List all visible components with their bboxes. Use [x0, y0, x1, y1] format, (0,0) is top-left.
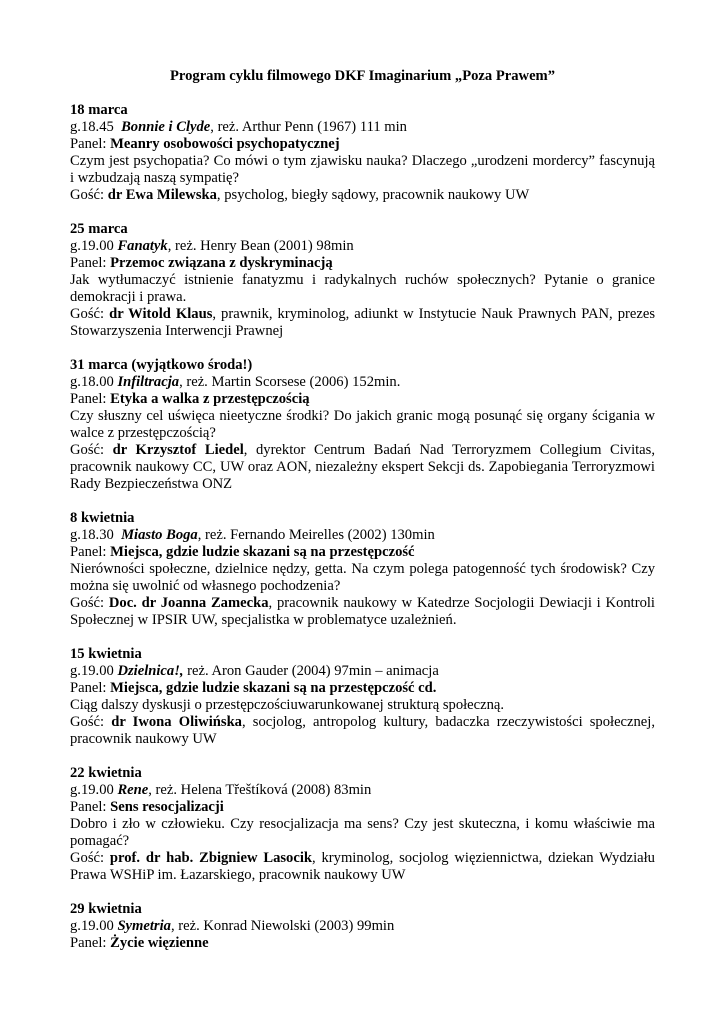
panel-title: Meanry osobowości psychopatycznej: [110, 136, 340, 152]
guest-line: [70, 595, 655, 629]
panel-line: [70, 255, 655, 272]
panel-title: Miejsca, gdzie ludzie skazani są na przestępczość cd.: [110, 680, 437, 696]
panel-label: Panel:: [70, 391, 107, 407]
guest-label: Gość:: [70, 187, 105, 203]
event-entry: [70, 510, 655, 629]
guest-info: , socjolog, antropolog kultury, badaczka rzeczywistości społecznej, pracownik naukowy UW: [70, 714, 655, 747]
event-description: Jak wytłumaczyć istnienie fanatyzmu i radykalnych ruchów społecznych? Pytanie o granice demokracji i prawa.: [70, 272, 655, 305]
screening-time: g.18.45: [70, 119, 114, 135]
event-entry: [70, 901, 655, 952]
panel-label: Panel:: [70, 935, 107, 951]
event-description: Nierówności społeczne, dzielnice nędzy, getta. Na czym polega patogenność tych środowisk? Czy można się uwolnić od własnego pochodzenia?: [70, 561, 655, 594]
film-credits: , reż. Konrad Niewolski (2003) 99min: [170, 918, 395, 934]
panel-line: [70, 544, 655, 561]
event-date: 25 marca: [70, 221, 128, 237]
panel-line: [70, 935, 655, 952]
film-title: Fanatyk: [117, 238, 168, 254]
guest-name: dr Witold Klaus: [109, 306, 213, 322]
panel-line: [70, 136, 655, 153]
panel-title: Etyka a walka z przestępczością: [110, 391, 310, 407]
event-date: 31 marca (wyjątkowo środa!): [70, 357, 253, 373]
screening-time: g.19.00: [70, 918, 114, 934]
guest-label: Gość:: [70, 595, 105, 611]
event-description: Czym jest psychopatia? Co mówi o tym zjawisku nauka? Dlaczego „urodzeni mordercy” fascynują i wzbudzają naszą sympatię?: [70, 153, 655, 186]
screening-line: [70, 663, 655, 680]
event-date: 15 kwietnia: [70, 646, 142, 662]
guest-info: , psycholog, biegły sądowy, pracownik naukowy UW: [216, 187, 530, 203]
guest-label: Gość:: [70, 850, 105, 866]
guest-name: dr Ewa Milewska: [107, 187, 217, 203]
screening-time: g.18.00: [70, 374, 114, 390]
film-credits: , reż. Fernando Meirelles (2002) 130min: [197, 527, 435, 543]
screening-line: [70, 918, 655, 935]
screening-time: g.19.00: [70, 238, 114, 254]
film-credits: , reż. Arthur Penn (1967) 111 min: [210, 119, 407, 135]
film-credits: , reż. Helena Třeštíková (2008) 83min: [148, 782, 372, 798]
event-date: 29 kwietnia: [70, 901, 142, 917]
screening-line: [70, 374, 655, 391]
event-description: Czy słuszny cel uświęca nieetyczne środki? Do jakich granic mogą posunąć się organy ścigania w walce z przestępczością?: [70, 408, 655, 441]
guest-label: Gość:: [70, 442, 105, 458]
screening-line: [70, 527, 655, 544]
guest-name: Doc. dr Joanna Zamecka: [108, 595, 269, 611]
guest-line: [70, 714, 655, 748]
guest-info: , dyrektor Centrum Badań Nad Terroryzmem Collegium Civitas, pracownik naukowy CC, UW oraz AON, niezależny ekspert Sekcji ds. Zapobiegania Terroryzmowi Rady Bezpieczeństwa ONZ: [70, 442, 655, 492]
event-entry: [70, 765, 655, 884]
film-title: Bonnie i Clyde: [121, 119, 211, 135]
guest-line: [70, 442, 655, 493]
screening-time: g.19.00: [70, 782, 114, 798]
screening-time: g.19.00: [70, 663, 114, 679]
film-title: Infiltracja: [117, 374, 180, 390]
panel-line: [70, 799, 655, 816]
panel-label: Panel:: [70, 544, 107, 560]
panel-label: Panel:: [70, 255, 107, 271]
guest-info: , pracownik naukowy w Katedrze Socjologii Dewiacji i Kontroli Społecznej w IPSIR UW, specjalistka w problematyce uzależnień.: [70, 595, 655, 628]
panel-line: [70, 680, 655, 697]
event-date: 18 marca: [70, 102, 128, 118]
guest-line: [70, 187, 655, 204]
event-entry: [70, 221, 655, 340]
screening-line: [70, 782, 655, 799]
guest-label: Gość:: [70, 714, 105, 730]
panel-label: Panel:: [70, 799, 107, 815]
panel-line: [70, 391, 655, 408]
guest-line: [70, 850, 655, 884]
film-title: Miasto Boga: [121, 527, 198, 543]
guest-info: , prawnik, kryminolog, adiunkt w Instytucie Nauk Prawnych PAN, prezes Stowarzyszenia Interwencji Prawnej: [70, 306, 655, 339]
panel-label: Panel:: [70, 680, 107, 696]
event-entry: [70, 646, 655, 748]
film-title: Rene: [117, 782, 149, 798]
guest-name: dr Iwona Oliwińska: [111, 714, 242, 730]
film-title: Symetria: [117, 918, 171, 934]
screening-line: [70, 238, 655, 255]
screening-line: [70, 119, 655, 136]
film-credits: , reż. Martin Scorsese (2006) 152min.: [179, 374, 401, 390]
panel-title: Sens resocjalizacji: [110, 799, 224, 815]
film-credits: reż. Aron Gauder (2004) 97min – animacja: [183, 663, 439, 679]
guest-name: prof. dr hab. Zbigniew Lasocik: [109, 850, 312, 866]
panel-title: Życie więzienne: [110, 935, 209, 951]
event-description: Ciąg dalszy dyskusji o przestępczościuwarunkowanej strukturą społeczną.: [70, 697, 505, 713]
guest-name: dr Krzysztof Liedel: [112, 442, 244, 458]
guest-label: Gość:: [70, 306, 105, 322]
event-entry: [70, 357, 655, 493]
guest-info: , kryminolog, socjolog więziennictwa, dziekan Wydziału Prawa WSHiP im. Łazarskiego, pracownik naukowy UW: [70, 850, 655, 883]
panel-title: Przemoc związana z dyskryminacją: [110, 255, 333, 271]
screening-time: g.18.30: [70, 527, 114, 543]
page-title: Program cyklu filmowego DKF Imaginarium „Poza Prawem”: [169, 68, 556, 84]
panel-label: Panel:: [70, 136, 107, 152]
guest-line: [70, 306, 655, 340]
event-entry: [70, 102, 655, 204]
panel-title: Miejsca, gdzie ludzie skazani są na przestępczość: [110, 544, 415, 560]
event-description: Dobro i zło w człowieku. Czy resocjalizacja ma sens? Czy jest skuteczna, i komu właściwie ma pomagać?: [70, 816, 655, 849]
event-date: 22 kwietnia: [70, 765, 142, 781]
event-date: 8 kwietnia: [70, 510, 135, 526]
film-credits: , reż. Henry Bean (2001) 98min: [167, 238, 354, 254]
film-title: Dzielnica!,: [117, 663, 184, 679]
